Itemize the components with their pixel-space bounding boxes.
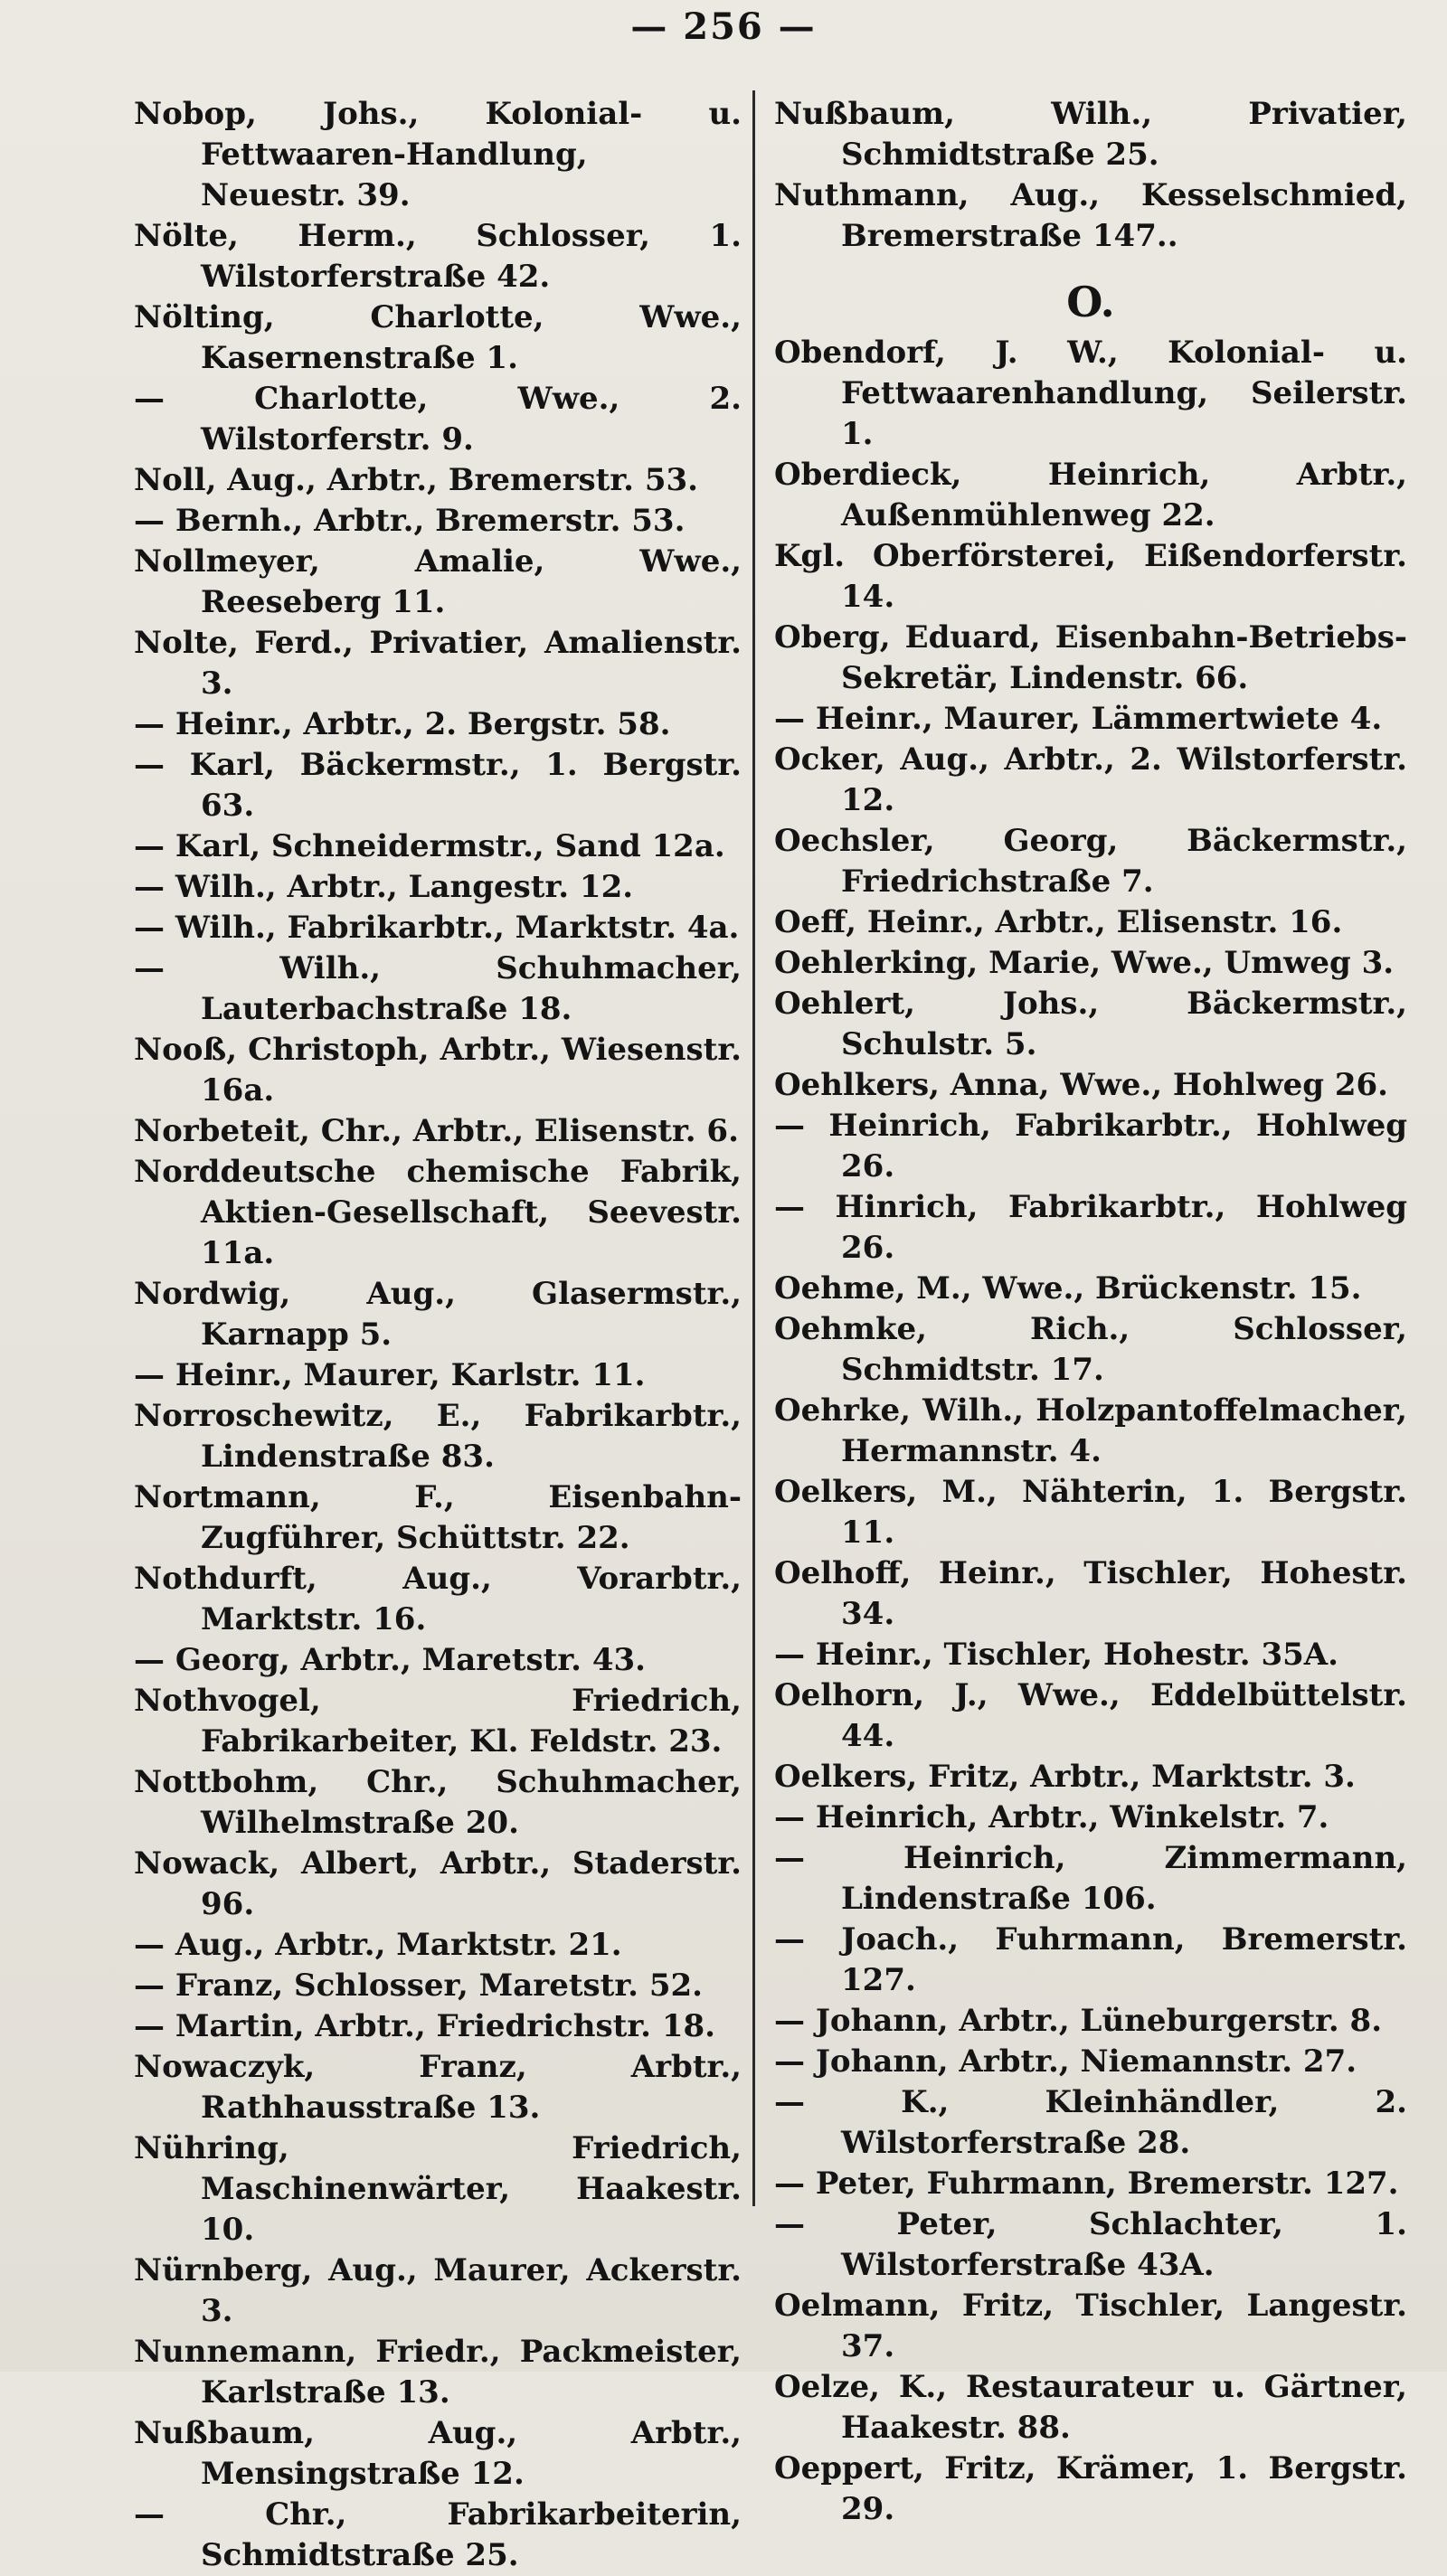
directory-entry: — Heinrich, Fabrikarbtr., Hohlweg 26. <box>774 1108 1407 1184</box>
directory-entry: — Hinrich, Fabrikarbtr., Hohlweg 26. <box>774 1189 1407 1266</box>
directory-entry: — K., Kleinhändler, 2. Wilstorferstraße 28. <box>774 2084 1407 2161</box>
directory-entry: — Heinrich, Zimmermann, Lindenstraße 106. <box>774 1840 1407 1917</box>
directory-entry: — Georg, Arbtr., Maretstr. 43. <box>134 1642 646 1678</box>
column-divider <box>752 90 755 2206</box>
directory-entry: — Johann, Arbtr., Niemannstr. 27. <box>774 2043 1357 2080</box>
page-number: — 256 — <box>630 5 817 48</box>
directory-entry: Nölte, Herm., Schlosser, 1. Wilstorferstraße 42. <box>134 218 742 295</box>
directory-entry: — Heinr., Arbtr., 2. Bergstr. 58. <box>134 706 671 742</box>
directory-entry: Nuthmann, Aug., Kesselschmied, Bremerstraße 147.. <box>774 177 1407 254</box>
directory-entry: Oehlert, Johs., Bäckermstr., Schulstr. 5. <box>774 986 1407 1062</box>
directory-entry: — Joach., Fuhrmann, Bremerstr. 127. <box>774 1921 1407 1998</box>
directory-entry: Oehlkers, Anna, Wwe., Hohlweg 26. <box>774 1067 1389 1103</box>
directory-entry: Norbeteit, Chr., Arbtr., Elisenstr. 6. <box>134 1113 739 1149</box>
directory-entry: Nühring, Friedrich, Maschinenwärter, Haakestr. 10. <box>134 2130 742 2248</box>
directory-entry: Oehrke, Wilh., Holzpantoffelmacher, Hermannstr. 4. <box>774 1392 1407 1469</box>
directory-entry: Nolte, Ferd., Privatier, Amalienstr. 3. <box>134 625 742 702</box>
directory-entry: — Heinr., Maurer, Karlstr. 11. <box>134 1357 646 1393</box>
directory-entry: Nortmann, F., Eisenbahn-Zugführer, Schüttstr. 22. <box>134 1479 742 1556</box>
directory-entry: Oelhoff, Heinr., Tischler, Hohestr. 34. <box>774 1555 1407 1632</box>
directory-entry: Nobop, Johs., Kolonial- u. Fettwaaren-Handlung, Neuestr. 39. <box>134 96 742 213</box>
directory-entry: — Heinrich, Arbtr., Winkelstr. 7. <box>774 1799 1329 1835</box>
section-letter: O. <box>1066 278 1115 326</box>
directory-entry: Oechsler, Georg, Bäckermstr., Friedrichstraße 7. <box>774 823 1407 900</box>
directory-entry: Oehmke, Rich., Schlosser, Schmidtstr. 17. <box>774 1311 1407 1388</box>
directory-entry: — Martin, Arbtr., Friedrichstr. 18. <box>134 2008 715 2044</box>
directory-entry: Oberg, Eduard, Eisenbahn-Betriebs-Sekretär, Lindenstr. 66. <box>774 619 1407 696</box>
directory-entry: — Charlotte, Wwe., 2. Wilstorferstr. 9. <box>134 381 742 458</box>
directory-entry: Oberdieck, Heinrich, Arbtr., Außenmühlenweg 22. <box>774 457 1407 533</box>
directory-entry: Nunnemann, Friedr., Packmeister, Karlstraße 13. <box>134 2334 742 2411</box>
directory-entry: — Wilh., Arbtr., Langestr. 12. <box>134 869 634 905</box>
directory-entry: Ocker, Aug., Arbtr., 2. Wilstorferstr. 12. <box>774 741 1407 818</box>
directory-entry: Oelhorn, J., Wwe., Eddelbüttelstr. 44. <box>774 1677 1407 1754</box>
directory-entry: Nollmeyer, Amalie, Wwe., Reeseberg 11. <box>134 543 742 620</box>
directory-entry: Norddeutsche chemische Fabrik, Aktien-Gesellschaft, Seevestr. 11a. <box>134 1154 742 1271</box>
directory-entry: Kgl. Oberförsterei, Eißendorferstr. 14. <box>774 538 1407 615</box>
directory-entry: Nußbaum, Wilh., Privatier, Schmidtstraße 25. <box>774 96 1407 173</box>
directory-entry: Norroschewitz, E., Fabrikarbtr., Lindenstraße 83. <box>134 1398 742 1475</box>
directory-entry: Oeff, Heinr., Arbtr., Elisenstr. 16. <box>774 904 1343 940</box>
right-column <box>774 94 1407 2530</box>
directory-entry: Nowack, Albert, Arbtr., Staderstr. 96. <box>134 1845 742 1922</box>
directory-entry: Nottbohm, Chr., Schuhmacher, Wilhelmstraße 20. <box>134 1764 742 1841</box>
directory-entry: — Bernh., Arbtr., Bremerstr. 53. <box>134 503 686 539</box>
directory-entry: — Heinr., Tischler, Hohestr. 35A. <box>774 1637 1338 1673</box>
directory-entry: Nowaczyk, Franz, Arbtr., Rathhausstraße 13. <box>134 2049 742 2126</box>
directory-entry: Nürnberg, Aug., Maurer, Ackerstr. 3. <box>134 2252 742 2329</box>
right-column-top-entries <box>774 94 1407 257</box>
directory-entry: — Chr., Fabrikarbeiterin, Schmidtstraße 25. <box>134 2496 742 2573</box>
directory-entry: Oeppert, Fritz, Krämer, 1. Bergstr. 29. <box>774 2450 1407 2527</box>
directory-entry: Oehlerking, Marie, Wwe., Umweg 3. <box>774 945 1395 981</box>
directory-entry: Nordwig, Aug., Glasermstr., Karnapp 5. <box>134 1276 742 1353</box>
directory-entry: Oelmann, Fritz, Tischler, Langestr. 37. <box>774 2288 1407 2364</box>
directory-entry: Oelkers, Fritz, Arbtr., Marktstr. 3. <box>774 1759 1356 1795</box>
left-column <box>134 94 742 2576</box>
directory-entry: — Franz, Schlosser, Maretstr. 52. <box>134 1967 703 2004</box>
directory-entry: — Wilh., Fabrikarbtr., Marktstr. 4a. <box>134 910 740 946</box>
directory-entry: — Heinr., Maurer, Lämmertwiete 4. <box>774 701 1383 737</box>
directory-entry: Oelze, K., Restaurateur u. Gärtner, Haakestr. 88. <box>774 2369 1407 2446</box>
directory-entry: — Johann, Arbtr., Lüneburgerstr. 8. <box>774 2003 1383 2039</box>
directory-entry: Oelkers, M., Nähterin, 1. Bergstr. 11. <box>774 1474 1407 1551</box>
directory-entry: Nooß, Christoph, Arbtr., Wiesenstr. 16a. <box>134 1032 742 1109</box>
directory-entry: — Karl, Bäckermstr., 1. Bergstr. 63. <box>134 747 742 824</box>
directory-entry: Noll, Aug., Arbtr., Bremerstr. 53. <box>134 462 698 498</box>
directory-entry: Nölting, Charlotte, Wwe., Kasernenstraße 1. <box>134 299 742 376</box>
directory-entry: Oehme, M., Wwe., Brückenstr. 15. <box>774 1270 1362 1307</box>
right-column-entries <box>774 333 1407 2530</box>
directory-entry: — Peter, Fuhrmann, Bremerstr. 127. <box>774 2166 1399 2202</box>
directory-entry: Nothdurft, Aug., Vorarbtr., Marktstr. 16. <box>134 1561 742 1637</box>
directory-entry: Nothvogel, Friedrich, Fabrikarbeiter, Kl. Feldstr. 23. <box>134 1683 742 1760</box>
directory-entry: Nußbaum, Aug., Arbtr., Mensingstraße 12. <box>134 2415 742 2492</box>
directory-entry: — Peter, Schlachter, 1. Wilstorferstraße 43A. <box>774 2206 1407 2283</box>
directory-entry: — Wilh., Schuhmacher, Lauterbachstraße 18. <box>134 950 742 1027</box>
directory-entry: — Karl, Schneidermstr., Sand 12a. <box>134 828 725 864</box>
directory-entry: Obendorf, J. W., Kolonial- u. Fettwaarenhandlung, Seilerstr. 1. <box>774 335 1407 452</box>
directory-entry: — Aug., Arbtr., Marktstr. 21. <box>134 1927 622 1963</box>
